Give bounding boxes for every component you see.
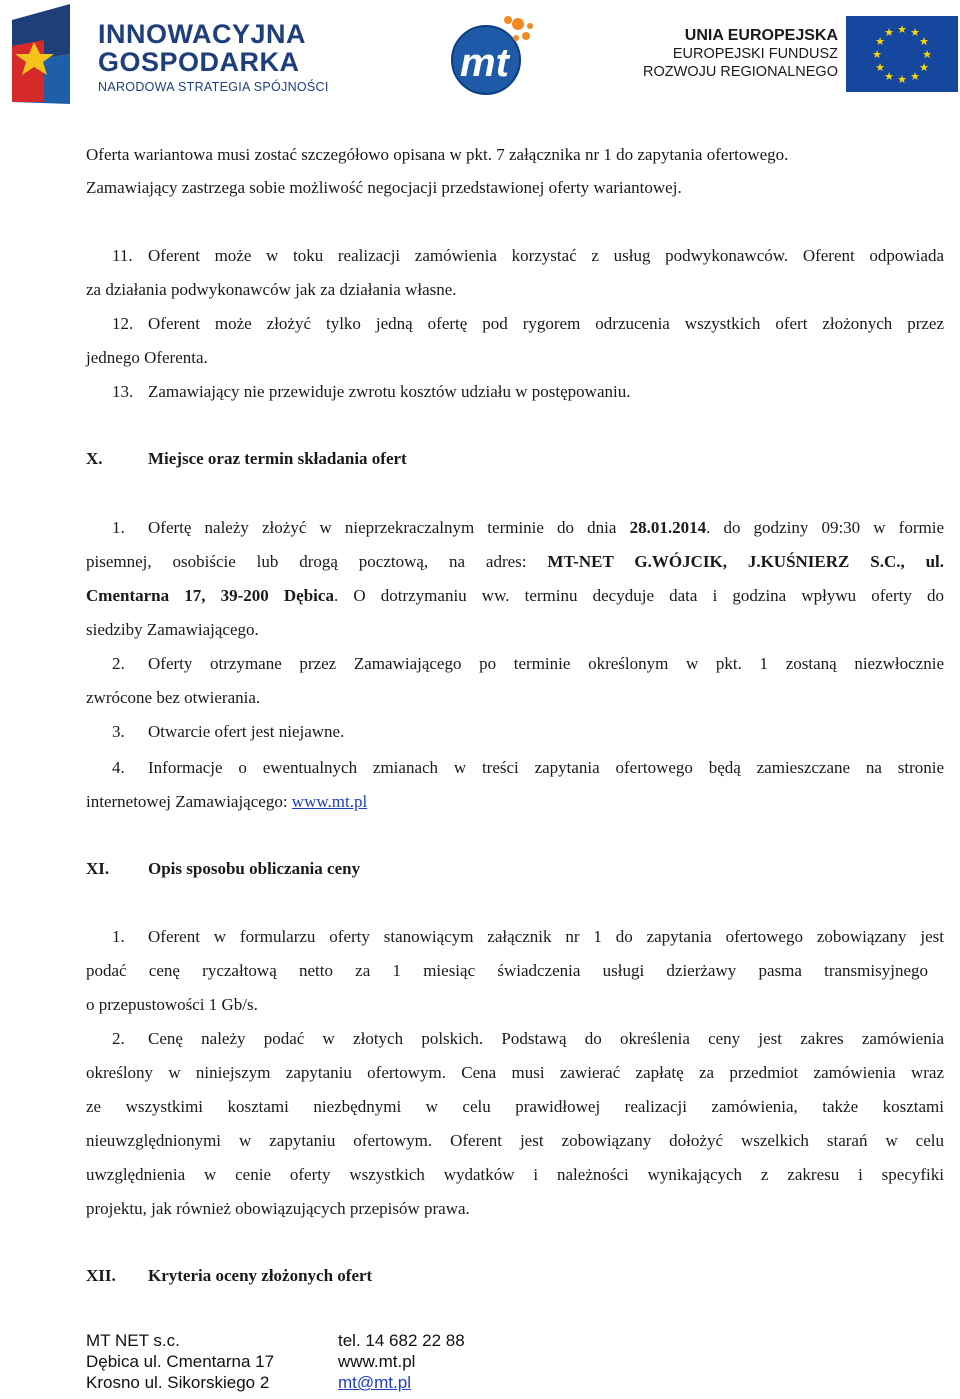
item-text: Zamawiający nie przewiduje zwrotu kosztów udziału w postępowaniu. — [148, 382, 631, 401]
page-header — [0, 0, 960, 110]
paragraph-line: zwrócone bez otwierania. — [86, 688, 261, 707]
ig-title-line2: GOSPODARKA — [98, 47, 300, 77]
svg-text:★: ★ — [872, 48, 882, 61]
paragraph-line — [86, 792, 367, 812]
paragraph-line: Oferta wariantowa musi zostać szczegółowo opisana w pkt. 7 załącznika nr 1 do zapytania ofertowego. — [86, 145, 789, 164]
footer-address-2: Krosno ul. Sikorskiego 2 — [86, 1373, 270, 1392]
deadline-date: 28.01.2014 — [629, 518, 707, 537]
list-item-x4 — [86, 758, 944, 778]
section-title: Opis sposobu obliczania ceny — [148, 859, 361, 878]
section-number: X. — [86, 449, 103, 468]
svg-text:★: ★ — [919, 61, 929, 74]
section-number: XI. — [86, 859, 110, 878]
paragraph-line: nieuwzględnionymi w zapytaniu ofertowym. Oferent jest zobowiązany dołożyć wszelkich starań w celu — [86, 1131, 944, 1150]
item-text: internetowej Zamawiającego: — [86, 792, 288, 811]
svg-text:★: ★ — [922, 48, 932, 61]
eu-logo — [638, 16, 960, 94]
paragraph-line: o przepustowości 1 Gb/s. — [86, 995, 258, 1014]
paragraph-line: Zamawiający zastrzega sobie możliwość negocjacji przedstawionej oferty wariantowej. — [86, 178, 682, 197]
section-title: Kryteria oceny złożonych ofert — [148, 1266, 373, 1285]
ig-subtitle: NARODOWA STRATEGIA SPÓJNOŚCI — [98, 80, 329, 94]
svg-text:★: ★ — [897, 23, 907, 36]
item-text: Ofertę należy złożyć w nieprzekraczalnym terminie do dnia — [148, 518, 617, 537]
svg-text:★: ★ — [884, 70, 894, 83]
eu-fund-line1: EUROPEJSKI FUNDUSZ — [672, 46, 838, 62]
eu-fund-line2: ROZWOJU REGIONALNEGO — [643, 64, 838, 80]
paragraph-line: za działania podwykonawców jak za działania własne. — [86, 280, 457, 299]
section-number: XII. — [86, 1266, 116, 1285]
svg-text:★: ★ — [910, 26, 920, 39]
item-text: Oferty otrzymane przez Zamawiającego po terminie określonym w pkt. 1 zostaną niezwłocznie — [148, 654, 944, 673]
paragraph-line: podać cenę ryczałtową netto za 1 miesiąc świadczenia usługi dzierżawy pasma transmisyjnego — [86, 961, 928, 980]
ig-title-line1: INNOWACYJNA — [98, 19, 307, 49]
footer-email-link[interactable]: mt@mt.pl — [338, 1373, 411, 1392]
item-text: Informacje o ewentualnych zmianach w treści zapytania ofertowego będą zamieszczane na stronie — [148, 758, 944, 777]
website-link[interactable]: www.mt.pl — [291, 792, 368, 811]
section-title: Miejsce oraz termin składania ofert — [148, 449, 407, 468]
list-item-x3 — [86, 722, 344, 742]
list-item-xi1 — [86, 927, 944, 947]
address-bold: Cmentarna 17, 39-200 Dębica — [86, 586, 334, 605]
paragraph-line: określony w niniejszym zapytaniu ofertowym. Cena musi zawierać zapłatę za przedmiot zamówienia wraz — [86, 1063, 944, 1082]
item-text: Oferent może złożyć tylko jedną ofertę pod rygorem odrzucenia wszystkich ofert złożonych przez — [148, 314, 944, 333]
footer-website: www.mt.pl — [338, 1352, 416, 1371]
paragraph-line: uwzględnienia w cenie oferty wszystkich wydatków i należności wynikających z zakresu i specyfiki — [86, 1165, 944, 1184]
paragraph-line — [86, 586, 944, 606]
item-text: Oferent w formularzu oferty stanowiącym załącznik nr 1 do zapytania ofertowego zobowiązany jest — [148, 927, 944, 946]
svg-text:★: ★ — [875, 35, 885, 48]
svg-text:★: ★ — [875, 61, 885, 74]
svg-text:★: ★ — [884, 26, 894, 39]
svg-text:mt: mt — [460, 41, 509, 85]
paragraph-line: siedziby Zamawiającego. — [86, 620, 259, 639]
item-text: . O dotrzymaniu ww. terminu decyduje data i godzina wpływu oferty do — [333, 586, 944, 605]
item-text: . do godziny 09:30 w formie — [706, 518, 944, 537]
list-item-x2 — [86, 654, 944, 674]
footer-address-1: Dębica ul. Cmentarna 17 — [86, 1352, 275, 1371]
svg-text:★: ★ — [897, 73, 907, 86]
paragraph-line: ze wszystkimi kosztami niezbędnymi w celu prawidłowej realizacji zamówienia, także kosztami — [86, 1097, 944, 1116]
mt-logo-icon — [446, 14, 536, 96]
svg-text:★: ★ — [919, 35, 929, 48]
innowacyjna-gospodarka-logo — [4, 2, 344, 106]
footer-company: MT NET s.c. — [86, 1331, 180, 1350]
section-heading-x — [86, 449, 407, 469]
item-number: 1. — [112, 927, 125, 946]
list-item-x1 — [86, 518, 944, 538]
item-number: 1. — [112, 518, 125, 537]
footer-address-column — [86, 1330, 336, 1393]
item-number: 12. — [112, 314, 134, 333]
item-number: 2. — [112, 1029, 125, 1048]
item-text: Cenę należy podać w złotych polskich. Podstawą do określenia ceny jest zakres zamówienia — [148, 1029, 944, 1048]
item-number: 13. — [112, 382, 134, 401]
item-number: 2. — [112, 654, 125, 673]
paragraph-line: projektu, jak również obowiązujących przepisów prawa. — [86, 1199, 470, 1218]
eu-flag-icon — [846, 16, 958, 92]
eu-title: UNIA EUROPEJSKA — [684, 27, 838, 44]
paragraph-line: jednego Oferenta. — [86, 348, 208, 367]
footer-contact-column — [338, 1330, 588, 1393]
footer-phone: tel. 14 682 22 88 — [338, 1331, 465, 1350]
svg-text:★: ★ — [910, 70, 920, 83]
item-text: Oferent może w toku realizacji zamówienia korzystać z usług podwykonawców. Oferent odpowiada — [148, 246, 944, 265]
list-item-11 — [86, 246, 944, 266]
section-heading-xii — [86, 1266, 372, 1286]
item-number: 11. — [112, 246, 133, 265]
item-text: Otwarcie ofert jest niejawne. — [148, 722, 345, 741]
address-bold: MT-NET G.WÓJCIK, J.KUŚNIERZ S.C., ul. — [547, 552, 945, 571]
item-text: pisemnej, osobiście lub drogą pocztową, na adres: — [86, 552, 527, 571]
section-heading-xi — [86, 859, 360, 879]
list-item-xi2 — [86, 1029, 944, 1049]
list-item-12 — [86, 314, 944, 334]
item-number: 4. — [112, 758, 125, 777]
ig-flag-icon — [4, 2, 76, 106]
paragraph-line — [86, 552, 944, 572]
item-number: 3. — [112, 722, 125, 741]
list-item-13 — [86, 382, 630, 402]
